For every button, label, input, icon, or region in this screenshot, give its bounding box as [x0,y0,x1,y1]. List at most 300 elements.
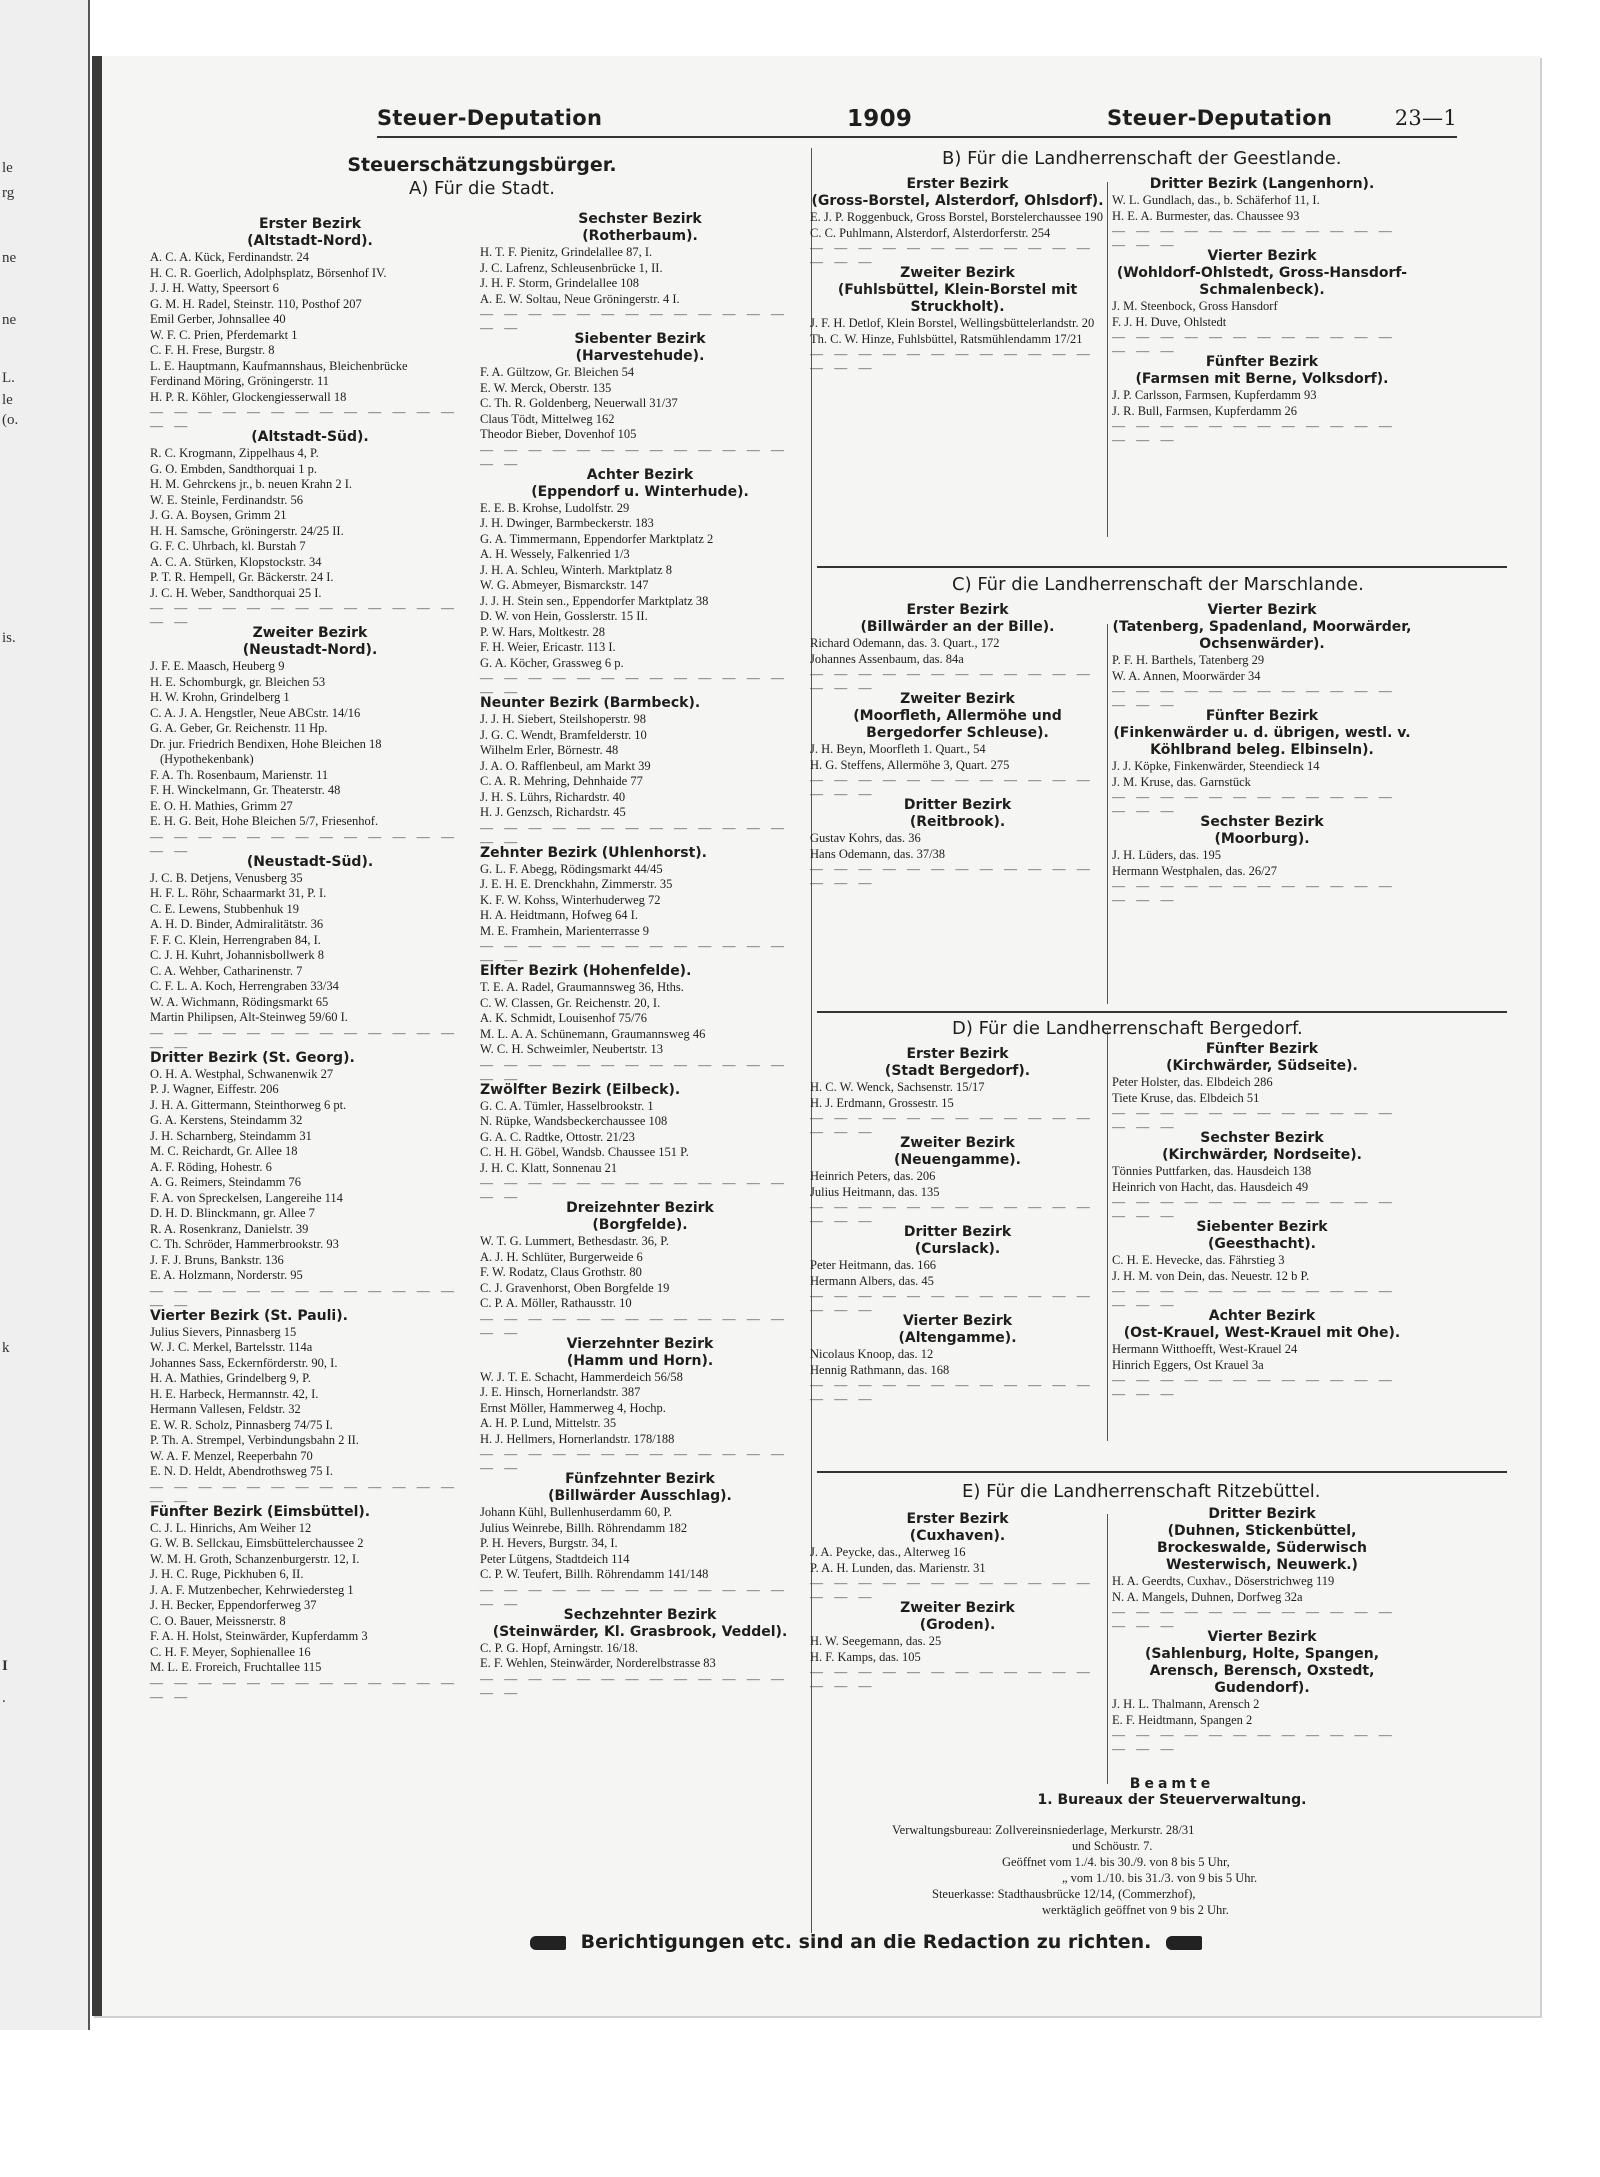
assessor-entry: H. F. L. Röhr, Schaarmarkt 31, P. I. [150,886,327,900]
assessor-entry: J. C. B. Detjens, Venusberg 35 [150,870,303,885]
dash-separator: — — — — — — — — — — — — — — — [810,1110,1094,1139]
assessor-entry: W. J. T. E. Schacht, Hammerdeich 56/58 [480,1369,683,1384]
section-b-title: B) Für die Landherrenschaft der Geestlande. [942,148,1342,169]
dash-separator: — — — — — — — — — — — — — — — [1112,789,1396,818]
assessor-entry: H. C. R. Goerlich, Adolphsplatz, Börsenhof IV. [150,265,387,280]
assessor-entry: F. A. Th. Rosenbaum, Marienstr. 11 [150,767,329,782]
dash-separator: — — — — — — — — — — — — — — — [150,1024,458,1054]
assessor-entry: G. M. H. Radel, Steinstr. 110, Posthof 207 [150,296,362,311]
assessor-entry: Heinrich von Hacht, das. Hausdeich 49 [1112,1179,1309,1194]
section-b-left [810,176,1105,375]
district-block [480,844,800,967]
assessor-entry: W. A. Wichmann, Rödingsmarkt 65 [150,994,329,1009]
assessor-entry: Hermann Westphalen, das. 26/27 [1112,863,1278,878]
assessor-entry: C. P. G. Hopf, Arningstr. 16/18. [480,1640,639,1655]
district-heading: (Hamm und Horn). [566,1352,714,1369]
district-heading: Dritter Bezirk [1208,1506,1316,1522]
district-block [1112,1041,1412,1134]
district-block [1112,176,1412,252]
district-heading: (Kirchwärder, Südseite). [1166,1058,1358,1074]
assessor-entry: Theodor Bieber, Dovenhof 105 [480,427,637,441]
dash-separator: — — — — — — — — — — — — — — — [480,1670,788,1700]
assessor-entry: C. A. Wehber, Catharinenstr. 7 [150,963,303,978]
dash-separator: — — — — — — — — — — — — — — — [810,1377,1094,1406]
assessor-entry: C. J. L. Hinrichs, Am Weiher 12 [150,1520,312,1535]
assessor-entry: H. P. R. Köhler, Glockengiesserwall 18 [150,389,347,404]
left-fragment: ne [2,250,17,266]
section-b-right [1112,176,1412,447]
district-heading: Fünfter Bezirk [1205,1041,1319,1057]
assessor-entry: W. F. C. Prien, Pferdemarkt 1 [150,327,298,342]
assessor-entry: N. A. Mangels, Duhnen, Dorfweg 32a [1112,1589,1303,1604]
assessor-entry: E. J. P. Roggenbuck, Gross Borstel, Borstelerchaussee 190 [810,210,1104,224]
left-fragment: k [2,1340,10,1356]
assessor-entry: M. C. Reichardt, Gr. Allee 18 [150,1144,298,1158]
assessor-entry: D. W. von Hein, Gosslerstr. 15 II. [480,609,648,623]
district-heading: Fünfter Bezirk (Eimsbüttel). [150,1503,371,1520]
district-block [150,1049,470,1312]
assessor-entry: F. H. Winckelmann, Gr. Theaterstr. 48 [150,783,341,797]
assessor-entry: K. F. W. Kohss, Winterhuderweg 72 [480,892,661,907]
district-heading: Zweiter Bezirk [252,625,368,641]
section-d [852,1018,1512,1039]
assessor-entry: W. E. Steinle, Ferdinandstr. 56 [150,492,303,507]
pointing-hand-icon [530,1936,566,1950]
assessor-entry: Peter Holster, das. Elbdeich 286 [1112,1075,1273,1089]
dash-separator: — — — — — — — — — — — — — — — [810,240,1094,269]
district-heading: Dritter Bezirk (Langenhorn). [1149,176,1375,192]
assessor-entry: P. T. R. Hempell, Gr. Bäckerstr. 24 I. [150,570,334,584]
assessor-entry: C. P. A. Möller, Rathausstr. 10 [480,1296,632,1310]
dash-separator: — — — — — — — — — — — — — — — [1112,878,1396,907]
district-heading: Erster Bezirk [906,602,1009,618]
district-block [810,1511,1105,1604]
assessor-entry: Julius Heitmann, das. 135 [810,1184,940,1199]
assessor-entry: H. W. Krohn, Grindelberg 1 [150,690,290,704]
district-block [150,625,470,858]
assessor-entry: M. L. E. Froreich, Fruchtallee 115 [150,1660,322,1674]
column-divider [1107,182,1108,537]
district-block [480,466,800,699]
assessor-entry: J. G. A. Boysen, Grimm 21 [150,508,287,522]
assessor-entry: J. H. C. Klatt, Sonnenau 21 [480,1160,618,1175]
section-divider [817,1011,1507,1013]
assessor-entry: Dr. jur. Friedrich Bendixen, Hohe Bleichen 18 (Hypothekenbank) [150,736,382,766]
assessor-entry: R. A. Rosenkranz, Danielstr. 39 [150,1221,309,1236]
section-divider [817,566,1507,568]
district-heading: Zweiter Bezirk [900,265,1015,281]
page-title: Steuerschätzungsbürger. [347,154,617,176]
district-heading: Achter Bezirk [586,466,694,483]
district-block [480,1606,800,1700]
district-heading: (Geesthacht). [1208,1236,1316,1252]
district-heading: Zweiter Bezirk [900,1135,1015,1151]
district-heading: Zweiter Bezirk [900,1600,1015,1616]
assessor-entry: G. L. F. Abegg, Rödingsmarkt 44/45 [480,861,663,876]
assessor-entry: H. G. Steffens, Allermöhe 3, Quart. 275 [810,757,1010,772]
district-block [150,1307,470,1508]
left-fragment: le [2,392,13,408]
assessor-entry: H. T. F. Pienitz, Grindelallee 87, I. [480,245,653,259]
assessor-entry: Johannes Assenbaum, das. 84a [810,651,964,666]
column-divider [1107,1514,1108,1784]
assessor-entry: Heinrich Peters, das. 206 [810,1169,936,1183]
district-heading: (Altengamme). [898,1330,1017,1346]
assessor-entry: C. J. Gravenhorst, Oben Borgfelde 19 [480,1280,670,1295]
assessor-entry: C. A. J. A. Hengstler, Neue ABCstr. 14/16 [150,705,361,720]
district-heading: Vierter Bezirk [902,1313,1013,1329]
dash-separator: — — — — — — — — — — — — — — — [480,1056,788,1086]
district-heading: Sechster Bezirk [578,211,702,227]
assessor-entry: A. F. Röding, Hohestr. 6 [150,1159,272,1174]
assessor-entry: W. C. H. Schweimler, Neubertstr. 13 [480,1042,664,1056]
district-block [480,1471,800,1611]
left-fragment: ne [2,312,17,328]
district-heading: Sechster Bezirk [1200,1130,1324,1146]
assessor-entry: Hermann Witthoefft, West-Krauel 24 [1112,1342,1298,1356]
stadt-column-2 [480,211,800,1700]
district-block [1112,602,1412,712]
district-heading: (Eppendorf u. Winterhude). [531,483,749,500]
assessor-entry: Hermann Vallesen, Feldstr. 32 [150,1402,301,1416]
corrections-notice [522,1931,1222,1953]
dash-separator: — — — — — — — — — — — — — — — [1112,223,1396,252]
district-heading: (Curslack). [914,1241,1001,1257]
assessor-entry: P. H. Hevers, Burgstr. 34, I. [480,1536,618,1550]
district-heading: Siebenter Bezirk [574,331,706,347]
assessor-entry: Julius Weinrebe, Billh. Röhrendamm 182 [480,1520,688,1535]
document-page [92,56,1540,2016]
section-d-right [1112,1041,1412,1401]
dash-separator: — — — — — — — — — — — — — — — [1112,1372,1396,1401]
district-block [810,265,1105,375]
district-heading: (Sahlenburg, Holte, Spangen, Arensch, Berensch, Oxstedt, Gudendorf). [1144,1646,1380,1696]
district-block [480,695,800,849]
dash-separator: — — — — — — — — — — — — — — — [150,1282,458,1312]
dash-separator: — — — — — — — — — — — — — — — [1112,1194,1396,1223]
assessor-entry: A. H. Wessely, Falkenried 1/3 [480,547,630,561]
assessor-entry: J. H. M. von Dein, das. Neuestr. 12 b P. [1112,1268,1310,1283]
district-heading: Zehnter Bezirk (Uhlenhorst). [480,844,707,861]
assessor-entry: E. W. R. Scholz, Pinnasberg 74/75 I. [150,1417,333,1432]
district-heading: (Billwärder Ausschlag). [548,1488,732,1504]
district-heading: (Neustadt-Süd). [246,853,374,870]
assessor-entry: G. A. Köcher, Grassweg 6 p. [480,655,624,670]
dash-separator: — — — — — — — — — — — — — — — [480,670,788,699]
beamte-line: Verwaltungsbureau: Zollvereinsniederlage, Merkurstr. 28/31 [892,1823,1195,1837]
assessor-entry: Martin Philipsen, Alt-Steinweg 59/60 I. [150,1010,348,1024]
assessor-entry: H. J. Genzsch, Richardstr. 45 [480,805,626,819]
district-heading: Fünfter Bezirk [1205,354,1319,370]
assessor-entry: C. P. W. Teufert, Billh. Röhrendamm 141/148 [480,1567,709,1581]
assessor-entry: M. L. A. A. Schünemann, Graumannsweg 46 [480,1026,706,1041]
beamte-line: und Schöustr. 7. [1072,1839,1153,1853]
assessor-entry: Th. C. W. Hinze, Fuhlsbüttel, Ratsmühlendamm 17/21 [810,331,1083,346]
district-block [150,429,470,629]
running-header [377,100,1457,138]
beamte-line: werktäglich geöffnet von 9 bis 2 Uhr. [1042,1903,1229,1917]
assessor-entry: J. M. Steenbock, Gross Hansdorf [1112,299,1278,313]
district-heading: (Farmsen mit Berne, Volksdorf). [1135,371,1389,387]
assessor-entry: C. O. Bauer, Meissnerstr. 8 [150,1613,286,1628]
assessor-entry: W. A. Annen, Moorwärder 34 [1112,668,1261,683]
stadt-heading [192,154,772,205]
district-block [1112,1629,1412,1756]
district-heading: (Neustadt-Nord). [242,642,378,658]
district-block [480,1081,800,1204]
district-heading: (Wohldorf-Ohlstedt, Gross-Hansdorf-Schmalenbeck). [1116,265,1408,298]
assessor-entry: F. A. von Spreckelsen, Langereihe 114 [150,1190,343,1205]
assessor-entry: Hans Odemann, das. 37/38 [810,846,946,861]
assessor-entry: J. F. J. Bruns, Bankstr. 136 [150,1252,284,1267]
assessor-entry: J. H. Dwinger, Barmbeckerstr. 183 [480,516,654,530]
page-number: 23—1 [1394,106,1457,130]
district-heading: Zwölfter Bezirk (Eilbeck). [480,1081,681,1098]
assessor-entry: J. E. H. E. Drenckhahn, Zimmerstr. 35 [480,877,673,891]
district-heading: (Billwärder an der Bille). [860,619,1055,635]
district-heading: Vierter Bezirk [1207,1629,1317,1645]
assessor-entry: C. Th. Schröder, Hammerbrookstr. 93 [150,1237,339,1251]
section-e-title: E) Für die Landherrenschaft Ritzebüttel. [962,1481,1321,1502]
section-divider [817,1471,1507,1473]
beamte-block [892,1776,1452,1918]
assessor-entry: N. Rüpke, Wandsbeckerchaussee 108 [480,1114,668,1128]
district-heading: Fünfzehnter Bezirk [565,1471,715,1487]
section-a-title: A) Für die Stadt. [409,178,555,199]
assessor-entry: W. J. C. Merkel, Bartelsstr. 114a [150,1340,313,1354]
assessor-entry: J. F. E. Maasch, Heuberg 9 [150,659,285,673]
assessor-entry: A. K. Schmidt, Louisenhof 75/76 [480,1011,648,1025]
beamte-title: Beamte [1129,1776,1215,1792]
dash-separator: — — — — — — — — — — — — — — — [810,861,1094,890]
assessor-entry: C. W. Classen, Gr. Reichenstr. 20, I. [480,995,661,1010]
district-heading: (Harvestehude). [575,348,705,364]
dash-separator: — — — — — — — — — — — — — — — [1112,683,1396,712]
assessor-entry: F. A. Gültzow, Gr. Bleichen 54 [480,365,635,379]
assessor-entry: Nicolaus Knoop, das. 12 [810,1347,934,1361]
corrections-text: Berichtigungen etc. sind an die Redaction zu richten. [580,1931,1152,1953]
assessor-entry: G. C. A. Tümler, Hasselbrookstr. 1 [480,1098,654,1113]
adjacent-page-edge [0,0,90,2030]
dash-separator: — — — — — — — — — — — — — — — [480,441,788,471]
district-block [1112,1219,1412,1312]
district-block [810,1224,1105,1317]
assessor-entry: A. E. W. Soltau, Neue Gröningerstr. 4 I. [480,291,680,306]
assessor-entry: G. W. B. Sellckau, Eimsbüttelerchaussee 2 [150,1536,364,1550]
assessor-entry: Peter Heitmann, das. 166 [810,1258,937,1272]
header-left: Steuer-Deputation [377,106,603,130]
dash-separator: — — — — — — — — — — — — — — — [810,1199,1094,1228]
dash-separator: — — — — — — — — — — — — — — — [150,1478,458,1508]
district-block [480,1335,800,1475]
assessor-entry: W. T. G. Lummert, Bethesdastr. 36, P. [480,1234,669,1248]
assessor-entry: C. F. L. A. Koch, Herrengraben 33/34 [150,979,339,993]
assessor-entry: W. A. F. Menzel, Reeperbahn 70 [150,1448,313,1463]
district-heading: Dritter Bezirk [903,797,1012,813]
district-heading: (Rotherbaum). [582,228,698,244]
assessor-entry: H. A. Geerdts, Cuxhav., Döserstrichweg 119 [1112,1574,1335,1588]
assessor-entry: Peter Lütgens, Stadtdeich 114 [480,1551,630,1566]
assessor-entry: R. C. Krogmann, Zippelhaus 4, P. [150,446,319,460]
assessor-entry: H. E. Harbeck, Hermannstr. 42, I. [150,1386,319,1401]
assessor-entry: J. H. C. Ruge, Pickhuben 6, II. [150,1567,304,1581]
assessor-entry: Tiete Kruse, das. Elbdeich 51 [1112,1090,1260,1105]
district-block [1112,354,1412,447]
assessor-entry: Tönnies Puttfarken, das. Hausdeich 138 [1112,1164,1312,1178]
assessor-entry: A. J. H. Schlüter, Burgerweide 6 [480,1249,643,1264]
assessor-entry: G. A. Timmermann, Eppendorfer Marktplatz 2 [480,531,714,546]
left-fragment: le [2,160,13,176]
district-block [150,853,470,1054]
assessor-entry: F. F. C. Klein, Herrengraben 84, I. [150,932,321,947]
district-heading: Dritter Bezirk [903,1224,1012,1240]
assessor-entry: H. E. Schomburgk, gr. Bleichen 53 [150,674,326,689]
district-block [1112,1308,1412,1401]
assessor-entry: Ernst Möller, Hammerweg 4, Hochp. [480,1400,666,1415]
assessor-entry: Claus Tödt, Mittelweg 162 [480,411,615,426]
section-e-right [1112,1506,1412,1756]
district-heading: Vierter Bezirk (St. Pauli). [150,1307,348,1324]
assessor-entry: P. Th. A. Strempel, Verbindungsbahn 2 II. [150,1433,359,1447]
district-heading: (Reitbrook). [909,814,1006,830]
district-heading: (Cuxhaven). [909,1528,1006,1544]
assessor-entry: A. C. A. Stürken, Klopstockstr. 34 [150,554,322,569]
assessor-entry: Hinrich Eggers, Ost Krauel 3a [1112,1357,1264,1372]
assessor-entry: E. F. Wehlen, Steinwärder, Norderelbstrasse 83 [480,1656,716,1670]
assessor-entry: J. J. H. Stein sen., Eppendorfer Marktplatz 38 [480,593,709,608]
district-heading: Erster Bezirk [906,1046,1009,1062]
header-right: Steuer-Deputation [1107,106,1333,130]
assessor-entry: J. H. S. Lührs, Richardstr. 40 [480,789,626,804]
assessor-entry: A. G. Reimers, Steindamm 76 [150,1175,302,1189]
assessor-entry: A. C. A. Kück, Ferdinandstr. 24 [150,250,310,264]
section-b [832,148,1502,169]
left-fragment: I [2,1658,8,1674]
dash-separator: — — — — — — — — — — — — — — — [1112,1727,1396,1756]
assessor-entry: H. H. Samsche, Gröningerstr. 24/25 II. [150,523,344,538]
assessor-entry: P. F. H. Barthels, Tatenberg 29 [1112,653,1265,667]
district-block [810,1313,1105,1406]
assessor-entry: W. M. H. Groth, Schanzenburgerstr. 12, I. [150,1551,360,1566]
assessor-entry: Julius Sievers, Pinnasberg 15 [150,1324,297,1339]
assessor-entry: Hermann Albers, das. 45 [810,1273,934,1288]
assessor-entry: E. N. D. Heldt, Abendrothsweg 75 I. [150,1464,333,1478]
dash-separator: — — — — — — — — — — — — — — — [810,666,1094,695]
district-block [1112,1506,1412,1633]
assessor-entry: Ferdinand Möring, Gröningerstr. 11 [150,374,330,388]
assessor-entry: C. H. F. Meyer, Sophienallee 16 [150,1644,311,1659]
assessor-entry: F. W. Rodatz, Claus Grothstr. 80 [480,1265,642,1279]
stadt-column-1 [150,216,470,1704]
district-block [810,1046,1105,1139]
district-heading: Erster Bezirk [258,216,362,232]
assessor-entry: J. J. H. Siebert, Steilshoperstr. 98 [480,712,646,726]
district-heading: Neunter Bezirk (Barmbeck). [480,695,701,711]
section-d-left [810,1046,1105,1406]
district-block [1112,814,1412,907]
assessor-entry: E. E. B. Krohse, Ludolfstr. 29 [480,500,630,515]
assessor-entry: H. F. Kamps, das. 105 [810,1649,921,1664]
assessor-entry: H. J. Hellmers, Hornerlandstr. 178/188 [480,1431,675,1446]
dash-separator: — — — — — — — — — — — — — — — [480,938,788,967]
district-heading: Fünfter Bezirk [1205,708,1319,724]
district-block [810,797,1105,890]
assessor-entry: Gustav Kohrs, das. 36 [810,831,921,845]
district-heading: Dreizehnter Bezirk [566,1200,714,1216]
assessor-entry: Emil Gerber, Johnsallee 40 [150,312,286,326]
beamte-subtitle: 1. Bureaux der Steuerverwaltung. [1037,1792,1307,1808]
district-heading: Elfter Bezirk (Hohenfelde). [480,963,692,979]
district-heading: Achter Bezirk [1208,1308,1316,1324]
column-divider [1107,1031,1108,1441]
dash-separator: — — — — — — — — — — — — — — — [480,1310,788,1340]
assessor-entry: C. C. Puhlmann, Alsterdorf, Alsterdorferstr. 254 [810,225,1051,240]
assessor-entry: H. J. Erdmann, Grossestr. 15 [810,1095,954,1110]
district-block [480,331,800,471]
assessor-entry: P. A. H. Lunden, das. Marienstr. 31 [810,1560,986,1575]
assessor-entry: J. M. Kruse, das. Garnstück [1112,774,1251,789]
section-c [852,574,1512,595]
beamte-line: Geöffnet vom 1./4. bis 30./9. von 8 bis 5 Uhr, [1002,1855,1230,1869]
assessor-entry: J. E. Hinsch, Hornerlandstr. 387 [480,1385,641,1399]
assessor-entry: Johannes Sass, Eckernförderstr. 90, I. [150,1355,338,1370]
dash-separator: — — — — — — — — — — — — — — — [810,1664,1094,1693]
left-fragment: (o. [2,412,19,428]
assessor-entry: E. H. G. Beit, Hohe Bleichen 5/7, Friesenhof. [150,814,379,828]
dash-separator: — — — — — — — — — — — — — — — [810,1575,1094,1604]
left-fragment: L. [2,370,15,386]
assessor-entry: J. H. A. Schleu, Winterh. Marktplatz 8 [480,562,672,577]
assessor-entry: Richard Odemann, das. 3. Quart., 172 [810,636,1000,650]
assessor-entry: T. E. A. Radel, Graumannsweg 36, Hths. [480,980,684,994]
assessor-entry: Johann Kühl, Bullenhuserdamm 60, P. [480,1505,673,1519]
assessor-entry: J. H. A. Gittermann, Steinthorweg 6 pt. [150,1097,347,1112]
district-heading: (Fuhlsbüttel, Klein-Borstel mit Struckholt). [837,282,1078,315]
district-heading: Sechster Bezirk [1200,814,1324,830]
assessor-entry: P. W. Hars, Moltkestr. 28 [480,624,606,639]
dash-separator: — — — — — — — — — — — — — — — [480,1581,788,1611]
district-heading: (Altstadt-Nord). [247,233,373,249]
district-heading: (Tatenberg, Spadenland, Moorwärder, Ochsenwärder). [1112,619,1412,652]
dash-separator: — — — — — — — — — — — — — — — [480,819,788,849]
district-block [810,691,1105,801]
assessor-entry: C. E. Lewens, Stubbenhuk 19 [150,901,299,916]
assessor-entry: J. A. Peycke, das., Alterweg 16 [810,1545,966,1559]
district-block [810,1600,1105,1693]
assessor-entry: H. M. Gehrckens jr., b. neuen Krahn 2 I. [150,477,353,491]
district-heading: (Groden). [919,1617,996,1633]
assessor-entry: E. W. Merck, Oberstr. 135 [480,380,612,395]
district-block [1112,1130,1412,1223]
assessor-entry: F. A. H. Holst, Steinwärder, Kupferdamm 3 [150,1629,368,1643]
dash-separator: — — — — — — — — — — — — — — — [810,346,1094,375]
district-block [480,211,800,335]
section-c-right [1112,602,1412,907]
district-block [480,1200,800,1340]
dash-separator: — — — — — — — — — — — — — — — [1112,1105,1396,1134]
assessor-entry: J. H. Becker, Eppendorferweg 37 [150,1598,317,1612]
left-fragment: rg [2,185,15,201]
dash-separator: — — — — — — — — — — — — — — — [150,404,458,433]
assessor-entry: M. E. Framhein, Marienterrasse 9 [480,923,650,938]
district-heading: Vierzehnter Bezirk [566,1335,714,1352]
assessor-entry: L. E. Hauptmann, Kaufmannshaus, Bleichenbrücke [150,358,408,373]
section-e-left [810,1511,1105,1693]
district-heading: (Neuengamme). [894,1152,1021,1168]
district-heading: (Moorfleth, Allermöhe und Bergedorfer Schleuse). [853,708,1062,741]
district-heading: Vierter Bezirk [1207,602,1317,618]
district-block [810,602,1105,695]
